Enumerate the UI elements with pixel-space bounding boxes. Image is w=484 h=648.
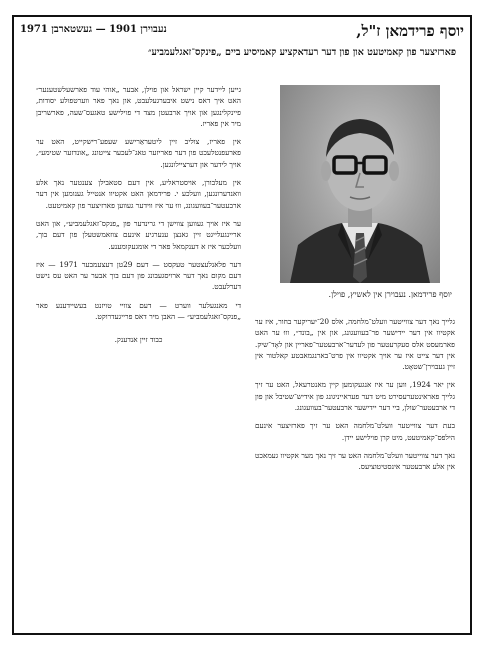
paragraph: די מאנגעלער ווערט — דעם צוויי טויזנט בעשיידענע פאר „פנקס־זאגלעמביע״ — האבן מיר דאס פרייגעדרוקט. xyxy=(36,300,241,322)
paragraph: דער פלאנלעצטער טעקסט — דעם 29טן דעצעמבער 1971 — איז דעם מקום נאך דער ארויסגעבונג פון דעם בוך אבער ער האט עס נישט דערלעבט. xyxy=(36,259,241,292)
paragraph: בעת דער צווייטער וועלט־מלחמה האט ער זיך פארזיצער אינעם הילפס־קאמיטעט, מיט קרן פוילישע יידן. xyxy=(255,421,455,442)
page-title xyxy=(20,22,464,44)
portrait-photo xyxy=(280,85,440,283)
paragraph: נאך דער צווייטער וועלט־מלחמה האט ער זיך נאך מער אקטיוו געמאכט אין אלע ארבעטער אינסטיטוציעס. xyxy=(255,450,455,472)
person-name: יוסף פרידמאן ז"ל, xyxy=(356,22,464,40)
paragraph: גלייך נאך דער צווייטער וועלט־מלחמה, אלס 20־יעריקער בחור, איז ער אקטיוו אין דער יידישער פר־בעוועגונג, און אין „בונד״, וווּ ער האט פארמעסט אלס סעקרעטער פון לעדער־ארבעטער־פאריין און לאָד־שיק. אין דער צייט איז ער אויך אקטיוו אין פרט־בארנגמאבטע קאלטור אין זיין געבוירן־שטאָט. xyxy=(255,317,455,372)
memorial-signature: כבוד זיין אנדענק. xyxy=(114,335,163,345)
article-column-left xyxy=(36,84,241,614)
paragraph: אין מעלבורן, אויסטראליע, אין דעם סטאבילן צענטער נאך אלע וואנדערונגען, וועלכע י. פרידמאן האט אקטיוו אנטייל גענומען אין דער ארבעטער־בעוועגונג, וווּ ער איז ווידער געווען פארזיצער פון קאמיטעט. xyxy=(36,178,241,210)
page-subtitle: פארזיצער פון קאמיטעט און פון דער רעדאקציע קאמיסיע ביים „פינקס־זאגלעמביע״ xyxy=(147,47,456,58)
photo-caption: יוסף פרידמאן. נעבוירן אין לאשיץ, פוילן. xyxy=(328,290,452,299)
paragraph: אין פאריז, צוליב זיין ליטעראַרישע שעפע־רישקייט, האט ער פארעפנטלעכט פון דער פאריזער טאג־לעכער צייטונג „אונדזער שטימע״, אויך לידער און דערציילונגען. xyxy=(36,137,241,169)
paragraph: אין יאר 1924, ווען ער איז אנגעקומען קיין מאנטרעאל, האט ער זיך גלייך פאראינטערעסירט מיט דער פעראייניגונג פון אידיש־שטיבל און פון די ארבעטער־שולן, ביי דער יידישער ארבעטער־בעוועגונג. xyxy=(255,380,455,413)
life-dates: נעבוירן 1901 — געשטארבן 1971 xyxy=(20,24,167,35)
article-column-right xyxy=(255,316,455,626)
paragraph: גייען ליידער קיין ישראל און פוילן, אבער „אוהי עוד פארשעלשטענער״ האט איך דאס נישט איבערגעלעבט, און נאך פאר ווערטפולע יסודות, פיינקלינגען און אויך ארבעטן מצד די פוילישע טאגעס־שעה, פארשריבן מיר אין פאריז. xyxy=(36,85,241,128)
paragraph: ער איז אויך געווען צווישן די גרינדער פון „פנקס־זאגלעמביע״, און האט אריינגעלייגט זיין גאנצן ענערגיע אינעם צוזאמשטעלן פון דעם בוך, וועלכער איז א דענקמאל פאר די אומגעקומענע. xyxy=(36,218,241,251)
portrait-image xyxy=(280,85,440,283)
